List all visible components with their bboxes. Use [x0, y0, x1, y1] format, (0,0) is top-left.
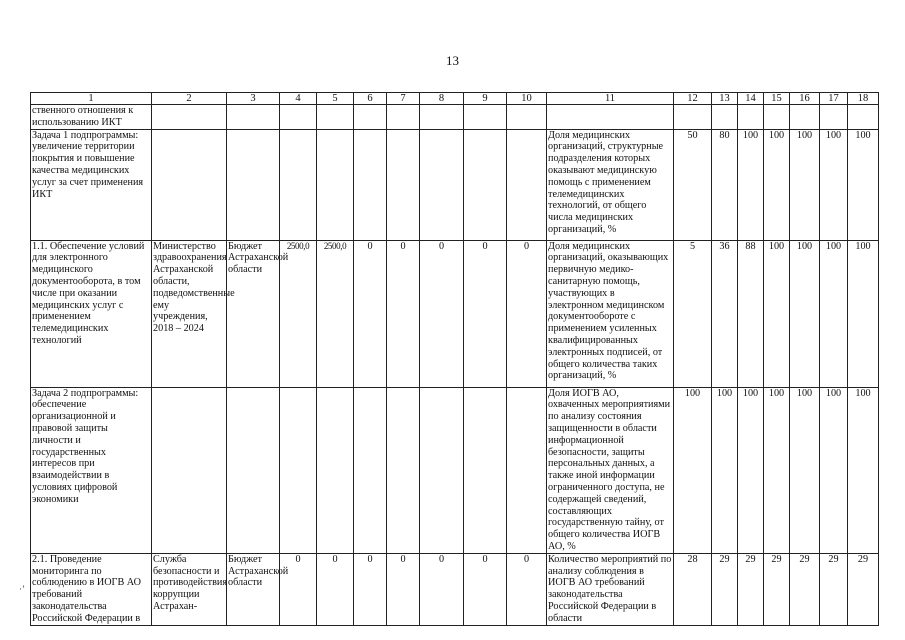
table-cell: Задача 2 подпрограммы: обеспечение организационной и правовой защиты личности и государственных интересов при взаимодействии в условиях цифровой экономики — [31, 387, 152, 553]
column-header: 17 — [820, 93, 848, 105]
table-cell: Доля медицинских организаций, структурные подразделения которых оказывают медицинскую помощь с применением телемедицинских технологий, от общего числа медицинских организаций, % — [547, 129, 674, 240]
table-cell — [464, 105, 507, 130]
table-row — [31, 387, 879, 553]
table-cell — [152, 129, 227, 240]
column-header: 18 — [848, 93, 879, 105]
table-cell: 100 — [790, 129, 820, 240]
table-cell — [507, 105, 547, 130]
column-header: 15 — [764, 93, 790, 105]
table-cell — [354, 129, 387, 240]
table-cell: 0 — [280, 553, 317, 625]
table-cell: 100 — [848, 240, 879, 387]
table-row — [31, 129, 879, 240]
column-header: 1 — [31, 93, 152, 105]
table-cell: Бюджет Астраханской области — [227, 553, 280, 625]
column-header: 14 — [738, 93, 764, 105]
table-cell: 0 — [317, 553, 354, 625]
table-cell — [227, 105, 280, 130]
column-header: 3 — [227, 93, 280, 105]
table-cell — [420, 387, 464, 553]
table-cell: 36 — [712, 240, 738, 387]
table-cell: 29 — [848, 553, 879, 625]
table-cell: Задача 1 подпрограммы: увеличение территории покрытия и повышение качества медицинских услуг за счет применения ИКТ — [31, 129, 152, 240]
table-cell: 28 — [674, 553, 712, 625]
program-table — [30, 92, 879, 626]
column-header: 4 — [280, 93, 317, 105]
table-cell — [317, 129, 354, 240]
table-cell: Количество мероприятий по анализу соблюдения в ИОГВ АО требований законодательства Российской Федерации в области — [547, 553, 674, 625]
table-cell: 88 — [738, 240, 764, 387]
table-cell: 0 — [387, 553, 420, 625]
table-cell: 0 — [464, 240, 507, 387]
table-cell: 100 — [790, 240, 820, 387]
table-cell: 100 — [712, 387, 738, 553]
table-cell: 100 — [764, 387, 790, 553]
table-cell: 0 — [354, 240, 387, 387]
table-cell — [317, 387, 354, 553]
table-cell: 100 — [738, 129, 764, 240]
table-cell — [354, 387, 387, 553]
table-cell: ственного отношения к использованию ИКТ — [31, 105, 152, 130]
column-header: 2 — [152, 93, 227, 105]
table-cell — [354, 105, 387, 130]
table-cell: Доля медицинских организаций, оказывающих первичную медико-санитарную помощь, участвующих в электронном медицинском документообороте с применением усиленных квалифицированных электронных подписей, от общего количества таких организаций, % — [547, 240, 674, 387]
column-header: 9 — [464, 93, 507, 105]
table-cell: 0 — [420, 240, 464, 387]
table-cell — [712, 105, 738, 130]
table-cell: Служба безопасности и противодействия коррупции Астрахан- — [152, 553, 227, 625]
table-cell: 100 — [674, 387, 712, 553]
table-cell: 2.1. Проведение мониторинга по соблюдению в ИОГВ АО требований законодательства Российской Федерации в — [31, 553, 152, 625]
page-number: 13 — [446, 53, 459, 68]
table-cell: 1.1. Обеспечение условий для электронного медицинского документооборота, в том числе при оказании медицинских услуг с применением телемедицинских технологий — [31, 240, 152, 387]
table-cell: 100 — [738, 387, 764, 553]
table-cell — [280, 105, 317, 130]
table-cell — [227, 387, 280, 553]
table-cell: 100 — [820, 129, 848, 240]
table-cell — [464, 129, 507, 240]
table-cell — [280, 129, 317, 240]
table-cell — [464, 387, 507, 553]
table-cell: 29 — [712, 553, 738, 625]
table-cell: 100 — [764, 240, 790, 387]
table-cell: 50 — [674, 129, 712, 240]
column-header: 12 — [674, 93, 712, 105]
table-cell — [420, 105, 464, 130]
table-cell: 0 — [464, 553, 507, 625]
table-cell: 100 — [820, 387, 848, 553]
table-cell — [848, 105, 879, 130]
column-header: 13 — [712, 93, 738, 105]
column-header: 11 — [547, 93, 674, 105]
column-header: 6 — [354, 93, 387, 105]
table-cell: 0 — [507, 553, 547, 625]
table-cell: 5 — [674, 240, 712, 387]
table-cell: 2500,0 — [280, 240, 317, 387]
scan-margin-mark: ·ʼ — [19, 584, 25, 594]
table-cell — [820, 105, 848, 130]
table-cell: Доля ИОГВ АО, охваченных мероприятиями по анализу состояния защищенности в области информационной безопасности, защиты персональных данных, а также иной информации ограниченного доступа, не содержащей сведений, составляющих государственную тайну, от общего количества ИОГВ АО, % — [547, 387, 674, 553]
table-cell — [507, 387, 547, 553]
table-cell — [387, 105, 420, 130]
table-cell — [764, 105, 790, 130]
table-row — [31, 240, 879, 387]
column-header: 7 — [387, 93, 420, 105]
table-cell: 0 — [420, 553, 464, 625]
column-header: 5 — [317, 93, 354, 105]
column-number-row — [31, 93, 879, 105]
table-cell — [227, 129, 280, 240]
table-cell: 2500,0 — [317, 240, 354, 387]
table-cell: 100 — [820, 240, 848, 387]
table-cell — [280, 387, 317, 553]
table-cell: 0 — [354, 553, 387, 625]
table-cell: 80 — [712, 129, 738, 240]
table-cell — [547, 105, 674, 130]
table-cell — [790, 105, 820, 130]
table-cell: 29 — [820, 553, 848, 625]
table-row — [31, 553, 879, 625]
column-header: 16 — [790, 93, 820, 105]
table-cell: 29 — [764, 553, 790, 625]
table-cell: 100 — [848, 387, 879, 553]
table-row — [31, 105, 879, 130]
table-cell: 100 — [790, 387, 820, 553]
table-cell: 0 — [507, 240, 547, 387]
table-cell: Министерство здравоохранения Астраханской области, подведомственные ему учреждения, 2018 – 2024 — [152, 240, 227, 387]
column-header: 10 — [507, 93, 547, 105]
table-cell — [674, 105, 712, 130]
table-cell: Бюджет Астраханской области — [227, 240, 280, 387]
table-cell — [387, 387, 420, 553]
table-cell: 29 — [790, 553, 820, 625]
column-header: 8 — [420, 93, 464, 105]
table-cell: 100 — [848, 129, 879, 240]
table-cell — [507, 129, 547, 240]
table-cell: 0 — [387, 240, 420, 387]
table-cell: 29 — [738, 553, 764, 625]
table-cell — [738, 105, 764, 130]
table-cell — [420, 129, 464, 240]
table-cell — [317, 105, 354, 130]
table-cell — [152, 387, 227, 553]
table-cell — [387, 129, 420, 240]
table-cell — [152, 105, 227, 130]
table-cell: 100 — [764, 129, 790, 240]
